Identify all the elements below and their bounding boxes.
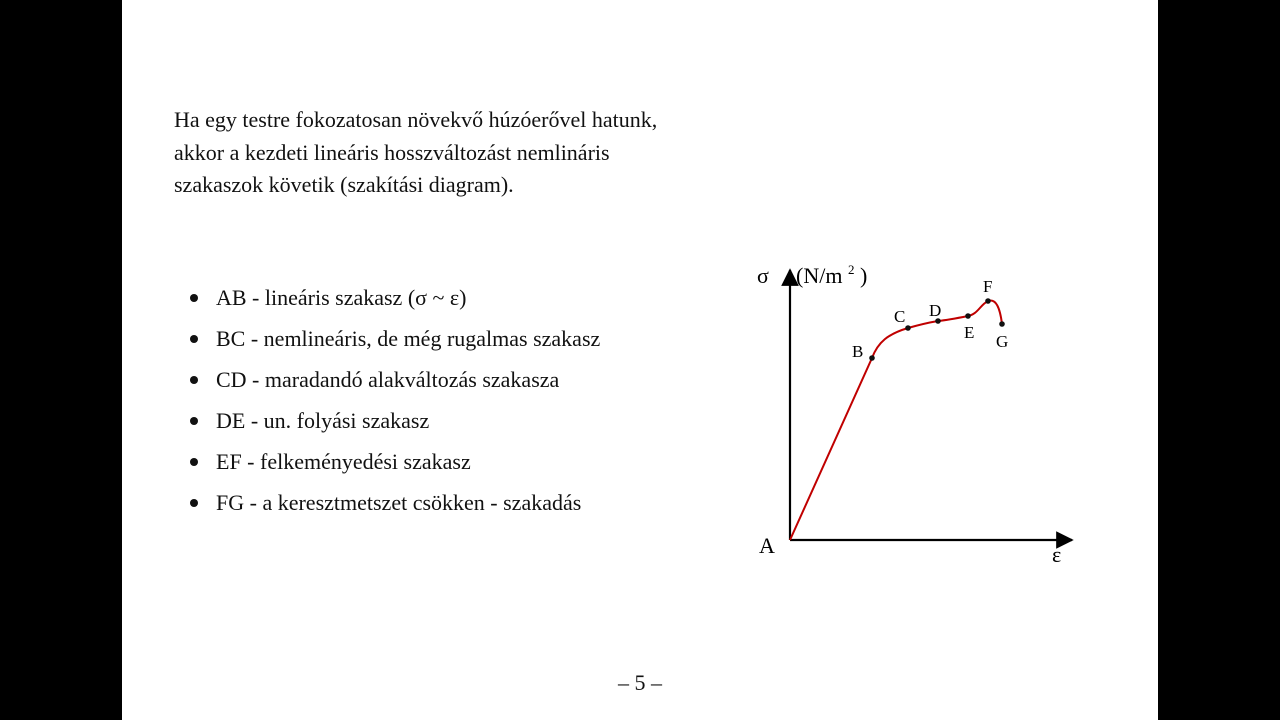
y-axis-label: [757, 254, 867, 288]
intro-line-1: Ha egy testre fokozatosan növekvő húzóerővel hatunk,: [174, 107, 658, 132]
point-label-b: B: [852, 342, 864, 361]
intro-line-3: szakaszok követik (szakítási diagram).: [174, 172, 514, 197]
stress-strain-diagram: [750, 250, 1090, 580]
point-e-marker: [965, 313, 971, 319]
point-label-f: F: [983, 277, 993, 296]
list-item-de: DE - un. folyási szakasz: [186, 403, 600, 444]
list-item-cd: CD - maradandó alakváltozás szakasza: [186, 362, 600, 403]
y-axis-unit-exponent: 2: [847, 262, 855, 277]
y-axis-unit-close: ): [859, 263, 868, 288]
point-c-marker: [905, 325, 911, 331]
list-item-ab: AB - lineáris szakasz (σ ~ ε): [186, 280, 600, 321]
point-f-marker: [985, 298, 991, 304]
intro-paragraph: [174, 104, 814, 202]
page-number: – 5 –: [618, 670, 662, 695]
point-g-marker: [999, 321, 1005, 327]
y-axis-symbol: σ: [757, 263, 769, 288]
point-label-g: G: [996, 332, 1009, 351]
intro-line-2: akkor a kezdeti lineáris hosszváltozást nemlináris: [174, 139, 610, 165]
list-item-ef: EF - felkeményedési szakasz: [186, 444, 600, 485]
list-item-bc: BC - nemlineáris, de még rugalmas szakasz: [186, 321, 600, 362]
segment-list: [186, 280, 600, 526]
y-axis-unit: (N/m: [796, 263, 843, 288]
document-page: [122, 0, 1158, 720]
x-axis-label: ε: [1052, 542, 1062, 567]
point-label-d: D: [929, 301, 942, 320]
point-label-c: C: [894, 307, 906, 326]
point-label-e: E: [964, 323, 975, 342]
list-item-fg: FG - a keresztmetszet csökken - szakadás: [186, 485, 600, 526]
point-label-a: A: [759, 533, 775, 558]
point-b-marker: [869, 355, 875, 361]
